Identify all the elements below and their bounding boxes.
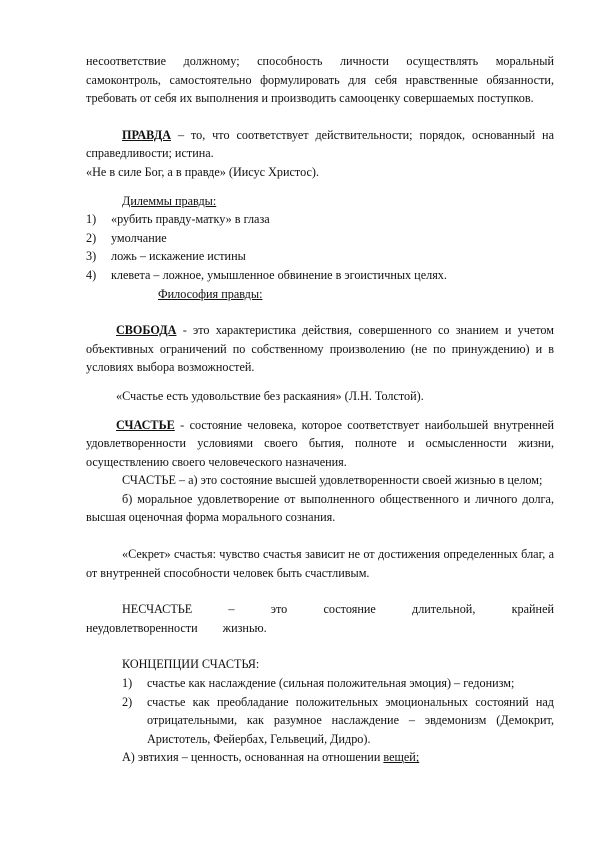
list-item: 2) умолчание [86,230,167,245]
concepts-list [86,674,554,748]
schastye-term: СЧАСТЬЕ [116,417,175,432]
list-item: 3) ложь – искажение истины [86,249,246,264]
neschastye-paragraph: НЕСЧАСТЬЕ – это состояние длительной, крайней неудовлетворенности жизнью. [86,602,554,635]
svoboda-definition: СВОБОДА - это характеристика действия, совершенного со знанием и учетом объективных ограничений по собственному произволению (не по принуждению) и в условиях выбора возможностей. [86,323,554,375]
dilemmas-heading: Дилеммы правды: [122,193,217,208]
eutychia-line: А) эвтихия – ценность, основанная на отношении вещей; [122,750,420,765]
svoboda-term: СВОБОДА [116,323,177,338]
secret-paragraph: «Секрет» счастья: чувство счастья зависит не от достижения определенных благ, а от внутренней способности человек быть счастливым. [86,547,554,580]
dilemmas-list [86,210,554,284]
philosophy-heading: Философия правды: [158,286,263,301]
intro-paragraph: несоответствие должному; способность личности осуществлять моральный самоконтроль, самостоятельно формулировать для себя нравственные обязанности, требовать от себя их выполнения и производить самооценку совершаемых поступков. [86,54,554,106]
schastye-def-b: б) моральное удовлетворение от выполненного общественного и личного долга, высшая оценочная форма морального сознания. [86,491,554,525]
pravda-term: ПРАВДА [122,127,172,142]
text-column [86,52,554,767]
list-item: 1) «рубить правду-матку» в глаза [86,212,270,227]
pravda-definition-text: – то, что соответствует действительности; порядок, основанный на справедливости; истина. [86,127,554,161]
pravda-definition [86,126,554,163]
list-item: 1) счастье как наслаждение (сильная положительная эмоция) – гедонизм; [122,676,515,691]
tolstoy-quote: «Счастье есть удовольствие без раскаяния» (Л.Н. Толстой). [116,388,424,403]
schastye-definition: СЧАСТЬЕ - состояние человека, которое соответствует наибольшей внутренней удовлетворенности условиями своего бытия, полноте и осмысленности жизни, осуществлению своего человеческого назначения. [86,417,554,469]
concepts-heading: КОНЦЕПЦИИ СЧАСТЬЯ: [122,657,260,672]
list-item: 2) счастье как преобладание положительных эмоциональных состояний над отрицательными, как разумное наслаждение – эвдемонизм (Демокрит, Аристотель, Фейербах, Гельвеций, Дидро). [122,694,554,746]
list-item: 4) клевета – ложное, умышленное обвинение в эгоистичных целях. [86,267,447,282]
schastye-def-a: СЧАСТЬЕ – а) это состояние высшей удовлетворенности своей жизнью в целом; [122,473,543,488]
pravda-quote: «Не в силе Бог, а в правде» (Иисус Христос). [86,164,320,179]
